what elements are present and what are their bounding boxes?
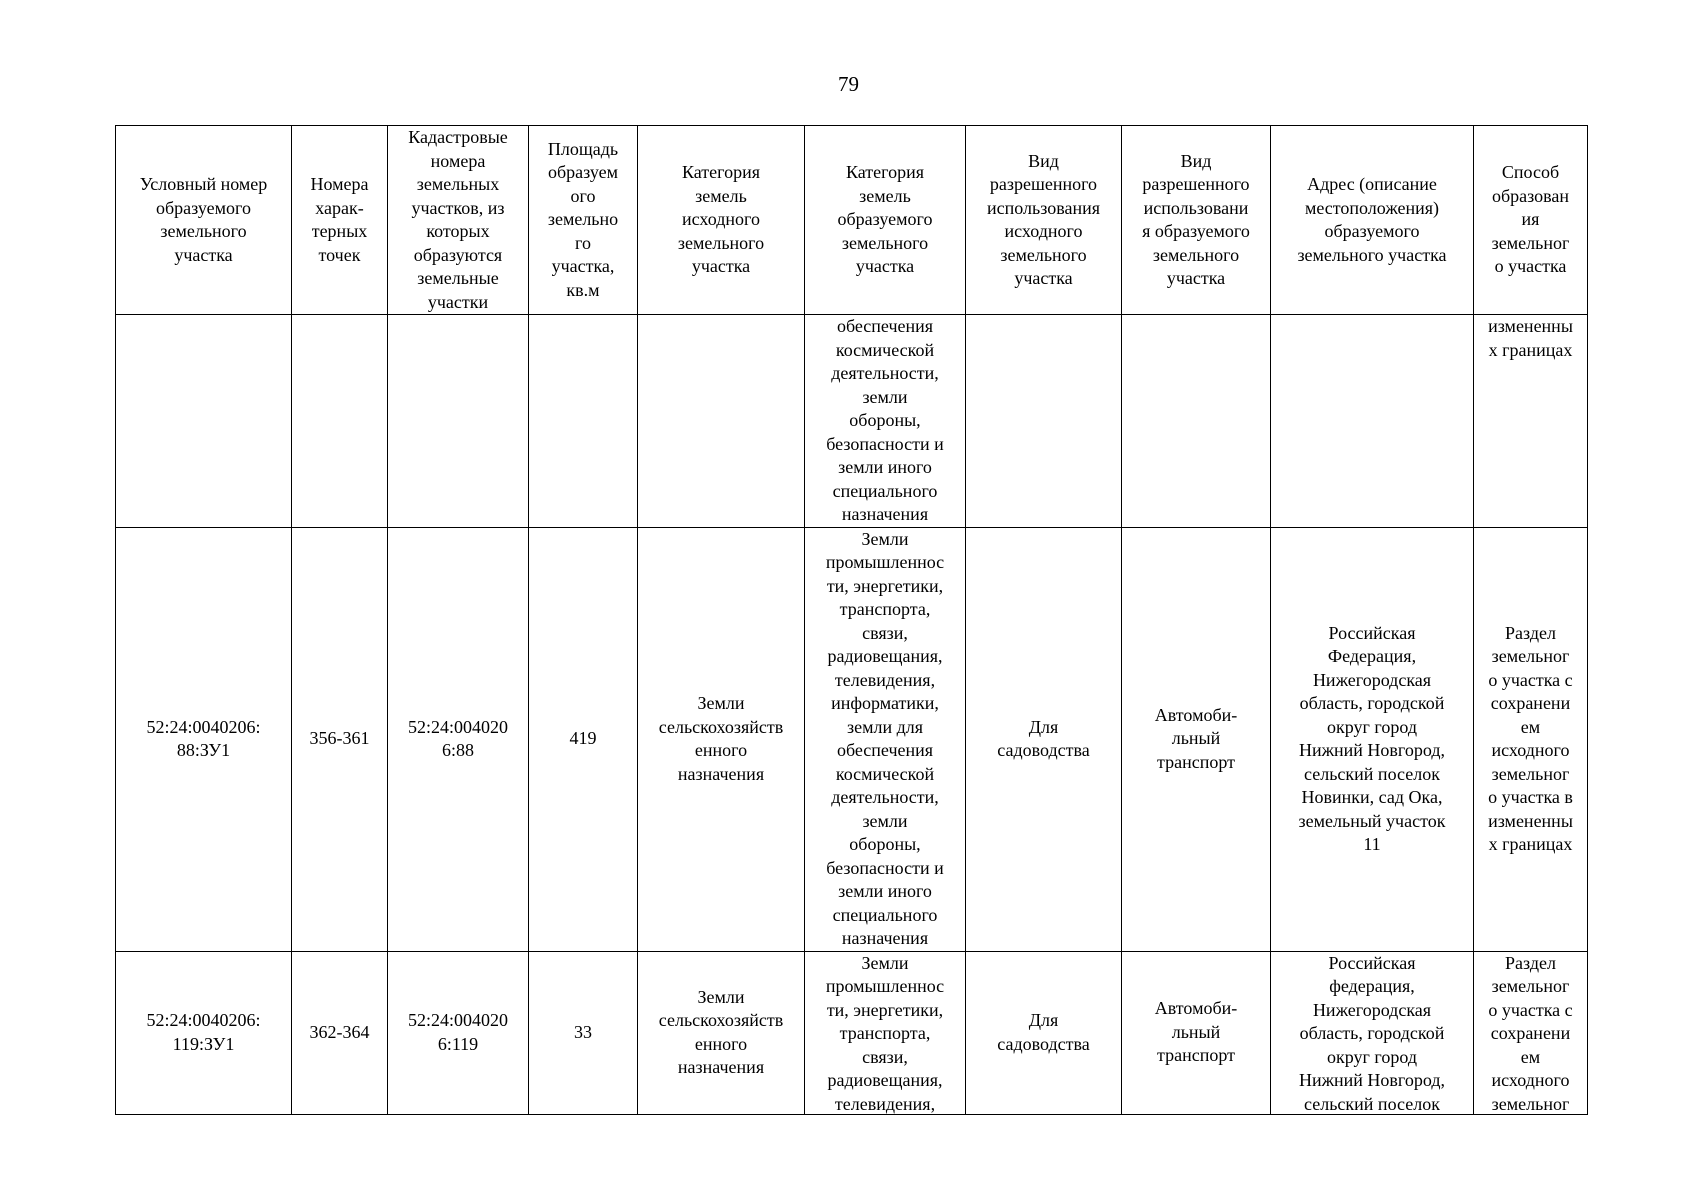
header-source-category: Категория земель исходного земельного участка bbox=[638, 126, 805, 315]
cell-area: 419 bbox=[529, 527, 638, 951]
cell-points: 356-361 bbox=[292, 527, 388, 951]
table-row bbox=[116, 527, 1588, 951]
header-method: Способ образован ия земельног о участка bbox=[1474, 126, 1588, 315]
cell-address-text: Российская федерация, Нижегородская область, городской округ город Нижний Новгород, сельский поселок bbox=[1298, 952, 1446, 1114]
cell-new-category-text: Земли промышленнос ти, энергетики, транспорта, связи, радиовещания, телевидения, bbox=[825, 952, 945, 1114]
cell-new-category: обеспечения космической деятельности, земли обороны, безопасности и земли иного специального назначения bbox=[805, 315, 966, 528]
cell-method bbox=[1474, 951, 1588, 1114]
cell-area bbox=[529, 315, 638, 528]
cell-parcel-number bbox=[116, 315, 292, 528]
cell-source-use: Для садоводства bbox=[966, 951, 1122, 1114]
cell-new-use: Автомоби- льный транспорт bbox=[1122, 527, 1271, 951]
table-header-row bbox=[116, 126, 1588, 315]
header-new-category: Категория земель образуемого земельного участка bbox=[805, 126, 966, 315]
land-parcels-table bbox=[115, 125, 1588, 1115]
cell-points: 362-364 bbox=[292, 951, 388, 1114]
page-number: 79 bbox=[838, 72, 859, 96]
header-points: Номера харак- терных точек bbox=[292, 126, 388, 315]
cell-new-use: Автомоби- льный транспорт bbox=[1122, 951, 1271, 1114]
cell-source-use bbox=[966, 315, 1122, 528]
cell-area: 33 bbox=[529, 951, 638, 1114]
cell-new-category bbox=[805, 951, 966, 1114]
cell-new-category: Земли промышленнос ти, энергетики, транспорта, связи, радиовещания, телевидения, информатики, земли для обеспечения космической деятельности, земли обороны, безопасности и земли иного специального назначения bbox=[805, 527, 966, 951]
cell-method: Раздел земельног о участка с сохранени ем исходного земельног о участка в измененны х границах bbox=[1474, 527, 1588, 951]
table-row bbox=[116, 951, 1588, 1114]
header-cadastral-numbers: Кадастровые номера земельных участков, из которых образуются земельные участки bbox=[388, 126, 529, 315]
cell-cadastral-numbers bbox=[388, 315, 529, 528]
header-source-use: Вид разрешенного использования исходного земельного участка bbox=[966, 126, 1122, 315]
cell-source-category: Земли сельскохозяйств енного назначения bbox=[638, 527, 805, 951]
cell-method: измененны х границах bbox=[1474, 315, 1588, 528]
cell-address: Российская Федерация, Нижегородская область, городской округ город Нижний Новгород, сельский поселок Новинки, сад Ока, земельный участок 11 bbox=[1271, 527, 1474, 951]
cell-source-category bbox=[638, 315, 805, 528]
cell-parcel-number: 52:24:0040206: 88:ЗУ1 bbox=[116, 527, 292, 951]
header-address: Адрес (описание местоположения) образуемого земельного участка bbox=[1271, 126, 1474, 315]
cell-points bbox=[292, 315, 388, 528]
cell-new-use bbox=[1122, 315, 1271, 528]
cell-address bbox=[1271, 951, 1474, 1114]
table-row bbox=[116, 315, 1588, 528]
header-area: Площадь образуем ого земельно го участка, кв.м bbox=[529, 126, 638, 315]
header-parcel-number: Условный номер образуемого земельного участка bbox=[116, 126, 292, 315]
cell-address bbox=[1271, 315, 1474, 528]
cell-cadastral-numbers: 52:24:004020 6:119 bbox=[388, 951, 529, 1114]
header-new-use: Вид разрешенного использовани я образуемого земельного участка bbox=[1122, 126, 1271, 315]
cell-parcel-number: 52:24:0040206: 119:ЗУ1 bbox=[116, 951, 292, 1114]
cell-source-use: Для садоводства bbox=[966, 527, 1122, 951]
cell-method-text: Раздел земельног о участка с сохранени ем исходного земельног bbox=[1488, 952, 1573, 1114]
cell-cadastral-numbers: 52:24:004020 6:88 bbox=[388, 527, 529, 951]
cell-source-category: Земли сельскохозяйств енного назначения bbox=[638, 951, 805, 1114]
